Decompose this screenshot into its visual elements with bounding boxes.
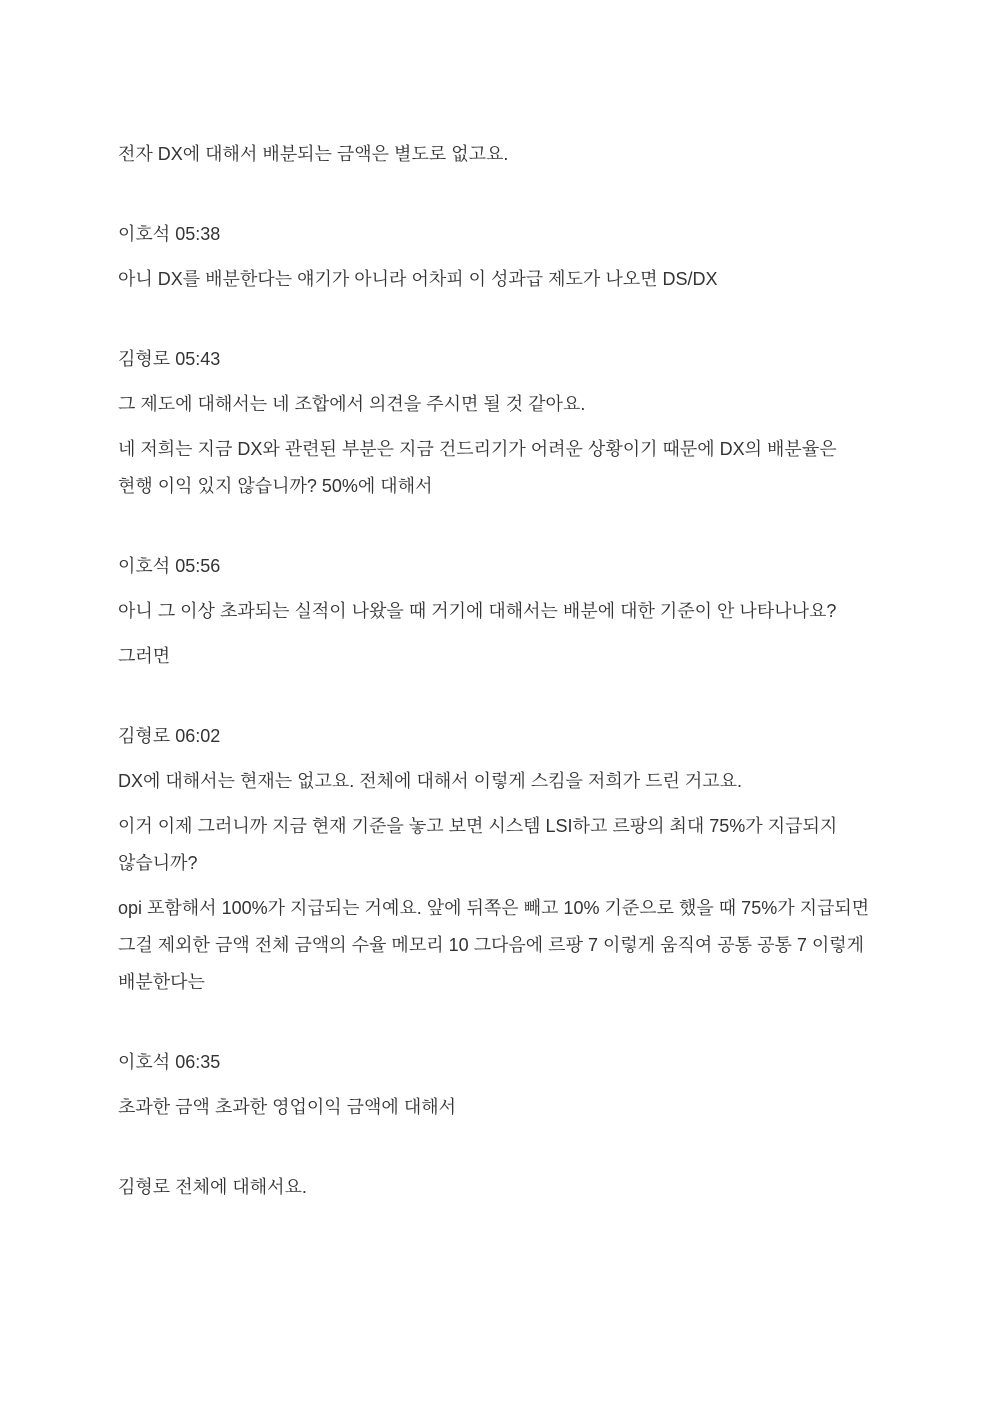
speaker-timestamp: 05:43 [175,349,221,369]
speaker-line [118,216,875,253]
speaker-line [118,341,875,378]
utterance-paragraph: 초과한 금액 초과한 영업이익 금액에 대해서 [118,1097,456,1117]
utterance-paragraph: opi 포함해서 100%가 지급되는 거예요. 앞에 뒤쪽은 빼고 10% 기준으로 했을 때 75%가 지급되면 그걸 제외한 금액 전체 금액의 수율 메모리 10 그다음에 르팡 7 이렇게 움직여 공통 공통 7 이렇게 배분한다는 [118,898,870,992]
utterance-paragraph: 아니 DX를 배분한다는 얘기가 아니라 어차피 이 성과급 제도가 나오면 DS/DX [118,269,718,289]
utterance-paragraph: 그러면 [118,646,171,666]
transcript-turn [118,1044,875,1126]
transcript-turn [118,718,875,1001]
utterance-paragraph: 이거 이제 그러니까 지금 현재 기준을 놓고 보면 시스템 LSI하고 르팡의 최대 75%가 지급되지 않습니까? [118,816,838,873]
utterance-paragraph: 네 저희는 지금 DX와 관련된 부분은 지금 건드리기가 어려운 상황이기 때문에 DX의 배분율은 현행 이익 있지 않습니까? 50%에 대해서 [118,439,837,496]
transcript-turn [118,1169,875,1206]
speaker-name: 김형로 [118,349,171,369]
speaker-name: 이호석 [118,224,171,244]
leading-paragraph: 전자 DX에 대해서 배분되는 금액은 별도로 없고요. [118,144,509,164]
speaker-name: 김형로 [118,1177,171,1197]
speaker-line [118,548,875,585]
speaker-name: 이호석 [118,556,171,576]
utterance-paragraph: 아니 그 이상 초과되는 실적이 나왔을 때 거기에 대해서는 배분에 대한 기준이 안 나타나나요? [118,601,837,621]
utterance-text: 전체에 대해서요. [175,1177,307,1197]
speaker-timestamp: 06:02 [175,726,221,746]
utterance-paragraph: DX에 대해서는 현재는 없고요. 전체에 대해서 이렇게 스킴을 저희가 드린 거고요. [118,771,743,791]
speaker-timestamp: 05:38 [175,224,221,244]
speaker-line [118,718,875,755]
speaker-timestamp: 06:35 [175,1052,221,1072]
speaker-timestamp: 05:56 [175,556,221,576]
speaker-name: 이호석 [118,1052,171,1072]
speaker-name: 김형로 [118,726,171,746]
speaker-line [118,1044,875,1081]
transcript-turn [118,548,875,675]
transcript-turn [118,341,875,505]
transcript-turn [118,216,875,298]
inline-speaker-paragraph [118,1169,875,1206]
utterance-paragraph: 그 제도에 대해서는 네 조합에서 의견을 주시면 될 것 같아요. [118,394,586,414]
